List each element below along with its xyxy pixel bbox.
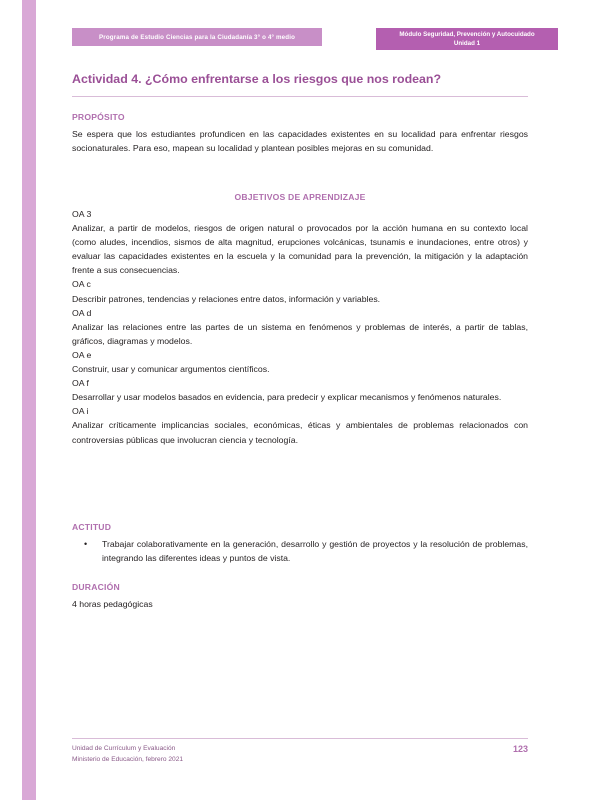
proposito-label: PROPÓSITO [72,112,125,122]
objetivo-code: OA e [72,349,92,360]
module-banner-line2: Unidad 1 [453,40,481,47]
objetivo-description: Analizar, a partir de modelos, riesgos de origen natural o provocados por la acción humana en su contexto local (como aludes, incendios, sismos de alta magnitud, erupciones volcánicas, tsunamis e inundaciones, entre otros) y evaluar las capacidades existentes en la escuela y la comunidad para la prevención, la mitigación y la adaptación frente a sus consecuencias. [72,223,528,276]
module-banner-line1: Módulo Seguridad, Prevención y Autocuidado [399,30,535,38]
footer-line-2: Ministerio de Educación, febrero 2021 [72,755,184,763]
objetivo-code: OA 3 [72,209,92,219]
module-banner [376,28,558,50]
page-number: 123 [512,744,528,754]
objetivo-description: Desarrollar y usar modelos basados en evidencia, para predecir y explicar mecanismos y fenómenos naturales. [72,392,502,403]
duracion-label: DURACIÓN [72,582,120,592]
objetivos-list [72,207,528,447]
decorative-left-bar [22,0,36,800]
objetivo-item [72,306,528,348]
objetivo-item [72,277,528,305]
objetivo-code: OA i [72,406,89,417]
actitud-list [72,537,528,565]
page-header [48,28,558,50]
objetivo-description: Analizar críticamente implicancias sociales, económicas, éticas y ambientales de problemas relacionados con controversias públicas que involucran ciencia y tecnología. [72,420,528,445]
objetivo-item [72,376,528,404]
actitud-label: ACTITUD [72,522,112,532]
objetivo-item [72,404,528,446]
objetivos-heading: OBJETIVOS DE APRENDIZAJE [234,192,366,202]
proposito-text: Se espera que los estudiantes profundicen en las capacidades existentes en su localidad para enfrentar riesgos socionaturales. Para eso, mapean su localidad y plantean posibles mejoras en su comunidad. [72,129,528,154]
objetivo-item [72,207,528,277]
footer-divider [72,738,528,739]
objetivo-description: Describir patrones, tendencias y relaciones entre datos, información y variables. [72,293,381,304]
objetivo-code: OA f [72,378,89,389]
objetivo-description: Construir, usar y comunicar argumentos científicos. [72,364,270,375]
objetivo-item [72,348,528,376]
list-item: • Trabajar colaborativamente en la generación, desarrollo y gestión de proyectos y la resolución de problemas, integrando las diferentes ideas y puntos de vista. [72,537,528,565]
footer-institution [72,744,183,765]
objetivo-code: OA c [72,279,91,290]
duracion-text: 4 horas pedagógicas [72,599,153,609]
objetivo-code: OA d [72,307,92,318]
objetivo-description: Analizar las relaciones entre las partes de un sistema en fenómenos y problemas de interés, a partir de tablas, gráficos, diagramas y modelos. [72,321,528,346]
page-title: Actividad 4. ¿Cómo enfrentarse a los riesgos que nos rodean? [72,72,442,86]
title-divider [72,96,528,97]
program-banner: Programa de Estudio Ciencias para la Ciudadanía 3° o 4° medio [72,28,322,46]
footer-line-1: Unidad de Currículum y Evaluación [72,745,176,752]
